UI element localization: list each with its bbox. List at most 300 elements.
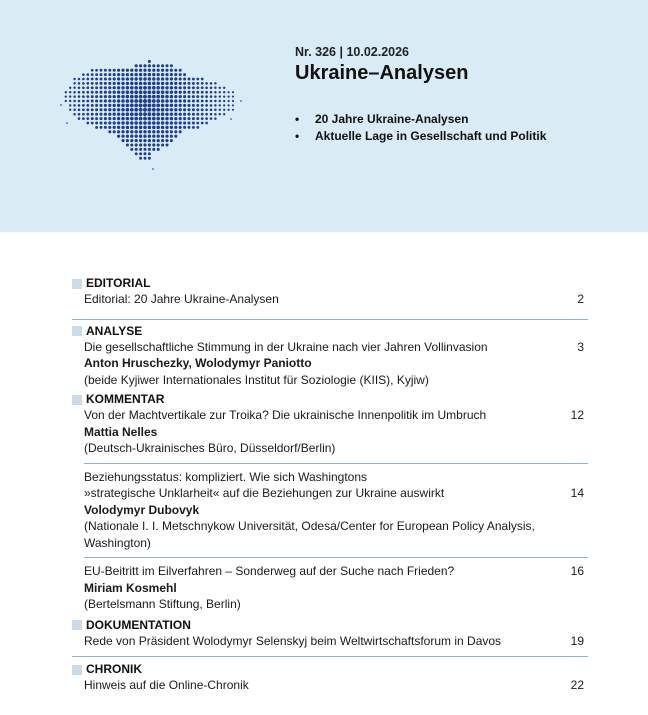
map-dot: [121, 90, 124, 93]
map-dot: [170, 69, 173, 72]
map-dot: [130, 126, 133, 129]
map-dot: [156, 82, 159, 85]
map-dot: [91, 82, 94, 85]
entry-title: EU-Beitritt im Eilverfahren – Sonderweg auf der Suche nach Frieden?: [84, 564, 455, 578]
map-dot: [143, 99, 147, 103]
map-dot: [170, 91, 173, 94]
map-dot: [232, 96, 234, 98]
map-dot: [161, 64, 164, 67]
map-dot: [95, 95, 98, 98]
map-dot: [205, 100, 208, 103]
map-dot: [104, 99, 107, 102]
map-dot: [139, 77, 142, 80]
map-dot: [117, 73, 120, 76]
map-dot: [134, 103, 138, 107]
map-dot: [223, 87, 225, 89]
map-dot: [139, 112, 143, 116]
map-dot: [130, 77, 133, 80]
map-dot: [148, 148, 151, 151]
map-dot: [121, 77, 124, 80]
map-dot: [91, 86, 94, 89]
map-dot: [161, 112, 165, 116]
map-dot: [126, 95, 130, 99]
entry-affiliation: (Bertelsmann Stiftung, Berlin): [84, 597, 241, 611]
section-editorial: [72, 276, 588, 308]
map-dot: [82, 100, 85, 103]
map-dot: [152, 108, 156, 112]
map-dot: [148, 77, 151, 80]
map-dot: [214, 113, 217, 116]
map-dot: [99, 91, 102, 94]
map-dot: [174, 77, 177, 80]
map-dot: [121, 69, 124, 72]
map-dot: [126, 108, 130, 112]
entry-author: Miriam Kosmehl: [84, 580, 177, 595]
map-dot: [126, 112, 130, 116]
map-dot: [73, 104, 76, 107]
map-dot: [108, 95, 111, 98]
map-dot: [219, 87, 221, 89]
map-dot: [210, 109, 213, 112]
map-dot: [139, 139, 142, 142]
map-dot: [157, 64, 160, 67]
map-dot: [130, 121, 134, 125]
map-dot: [134, 90, 138, 94]
map-dot: [139, 121, 143, 125]
map-dot: [73, 113, 76, 116]
map-dot: [108, 73, 111, 76]
map-dot: [117, 77, 120, 80]
map-dot: [210, 91, 213, 94]
map-dot: [152, 139, 155, 142]
map-dot: [152, 121, 156, 125]
map-dot: [134, 117, 138, 121]
map-dot: [165, 130, 168, 133]
map-dot: [82, 82, 85, 85]
map-dot: [130, 99, 134, 103]
map-dot: [78, 117, 81, 120]
map-dot: [135, 69, 138, 72]
map-dot: [113, 99, 116, 102]
map-dot: [147, 108, 151, 112]
map-dot: [121, 82, 124, 85]
map-dot: [148, 60, 151, 63]
map-dot: [139, 73, 142, 76]
map-dot: [108, 99, 111, 102]
map-dot: [196, 78, 199, 81]
map-dot: [104, 73, 107, 76]
map-dot: [91, 108, 94, 111]
map-dot: [139, 108, 143, 112]
section-marker: [72, 326, 82, 336]
section-analyse: [72, 324, 588, 389]
map-dot: [205, 82, 208, 85]
map-dot: [117, 86, 120, 89]
map-dot: [214, 95, 217, 98]
map-dot: [86, 78, 89, 81]
entry-title: Die gesellschaftliche Stimmung in der Ukraine nach vier Jahren Vollinvasion: [84, 339, 488, 354]
map-dot: [161, 143, 164, 146]
map-dot: [82, 104, 85, 107]
map-dot: [174, 73, 177, 76]
map-dot: [170, 121, 173, 124]
map-dot: [170, 139, 173, 142]
toc-entry[interactable]: [72, 677, 588, 694]
map-dot: [205, 95, 208, 98]
map-dot: [219, 109, 221, 111]
map-dot: [100, 73, 103, 76]
map-dot: [113, 95, 116, 98]
map-dot: [91, 69, 94, 72]
map-dot: [78, 100, 81, 103]
map-dot: [117, 99, 120, 102]
map-dot: [170, 117, 173, 120]
map-dot: [192, 100, 195, 103]
map-dot: [152, 82, 156, 86]
map-dot: [135, 152, 138, 155]
map-dot: [108, 86, 111, 89]
map-dot: [139, 143, 142, 146]
map-dot: [91, 91, 94, 94]
map-dot: [100, 82, 103, 85]
map-dot: [201, 122, 204, 125]
map-dot: [152, 135, 155, 138]
map-dot: [161, 104, 165, 108]
map-dot: [82, 91, 85, 94]
map-dot: [188, 126, 191, 129]
map-dot: [130, 82, 133, 85]
publication-title: Ukraine–Analysen: [295, 62, 469, 84]
map-dot: [147, 103, 151, 107]
map-dot: [135, 73, 138, 76]
map-dot: [95, 91, 98, 94]
map-dot: [152, 168, 154, 170]
map-dot: [91, 100, 94, 103]
map-dot: [210, 95, 213, 98]
map-dot: [108, 126, 111, 129]
map-dot: [152, 143, 155, 146]
map-dot: [104, 121, 107, 124]
map-dot: [196, 122, 199, 125]
map-dot: [165, 99, 169, 103]
map-dot: [113, 130, 116, 133]
map-dot: [148, 69, 151, 72]
map-dot: [152, 112, 156, 116]
toc-entry[interactable]: [72, 339, 588, 389]
map-dot: [86, 117, 89, 120]
map-dot: [148, 64, 151, 67]
map-dot: [174, 95, 177, 98]
map-dot: [232, 91, 234, 93]
map-dot: [148, 86, 152, 90]
toc-entry[interactable]: [72, 407, 588, 457]
entry-affiliation: (beide Kyjiwer Internationales Institut für Soziologie (KIIS), Kyjiw): [84, 372, 429, 387]
map-dot: [86, 100, 89, 103]
map-dot: [156, 104, 160, 108]
map-dot: [174, 135, 177, 138]
map-dot: [113, 82, 116, 85]
entry-affiliation-continued: Washington): [84, 535, 151, 550]
map-dot: [179, 113, 182, 116]
map-dot: [156, 112, 160, 116]
map-dot: [165, 64, 168, 67]
map-dot: [143, 77, 146, 80]
map-dot: [214, 109, 217, 112]
map-dot: [183, 73, 186, 76]
map-dot: [99, 108, 102, 111]
map-dot: [201, 91, 204, 94]
map-dot: [170, 99, 173, 102]
entry-title: Rede von Präsident Wolodymyr Selenskyj beim Weltwirtschaftsforum in Davos: [84, 633, 502, 648]
toc-entry[interactable]: [72, 633, 588, 650]
map-dot: [86, 86, 89, 89]
map-dot: [126, 117, 130, 121]
page-number: 22: [570, 678, 584, 692]
map-dot: [134, 126, 138, 129]
map-dot: [117, 82, 120, 85]
map-dot: [192, 95, 195, 98]
map-dot: [161, 73, 164, 76]
map-dot: [135, 64, 138, 67]
map-dot: [121, 117, 124, 120]
map-dot: [192, 126, 195, 129]
toc-entry[interactable]: [72, 469, 588, 552]
map-dot: [104, 95, 107, 98]
map-dot: [65, 91, 67, 93]
map-dot: [104, 117, 107, 120]
map-dot: [117, 135, 120, 138]
map-dot: [214, 104, 217, 107]
map-dot: [165, 126, 168, 129]
map-dot: [152, 126, 156, 129]
map-dot: [117, 117, 120, 120]
map-dot: [205, 122, 208, 125]
map-dot: [82, 95, 85, 98]
toc-entry[interactable]: [72, 291, 588, 308]
map-dot: [196, 104, 199, 107]
map-dot: [152, 117, 156, 121]
map-dot: [78, 82, 81, 85]
map-dot: [69, 87, 71, 89]
map-dot: [143, 64, 146, 67]
map-dot: [174, 86, 177, 89]
map-dot: [82, 78, 85, 81]
map-dot: [170, 135, 173, 138]
map-dot: [174, 82, 177, 85]
map-dot: [121, 121, 124, 124]
section-heading: KOMMENTAR: [86, 392, 165, 406]
map-dot: [121, 126, 124, 129]
page-number: 16: [570, 564, 584, 578]
map-dot: [205, 117, 208, 120]
map-dot: [179, 77, 182, 80]
map-dot: [148, 82, 152, 86]
map-dot: [113, 77, 116, 80]
map-dot: [201, 78, 204, 81]
toc-entry[interactable]: [72, 563, 588, 613]
map-dot: [135, 130, 138, 133]
map-dot: [192, 104, 195, 107]
map-dot: [156, 126, 159, 129]
map-dot: [113, 91, 116, 94]
map-dot: [78, 87, 81, 90]
map-dot: [183, 108, 186, 111]
map-dot: [157, 135, 160, 138]
map-dot: [108, 117, 111, 120]
map-dot: [91, 73, 94, 76]
map-dot: [223, 100, 225, 102]
map-dot: [152, 64, 155, 67]
map-dot: [86, 73, 89, 76]
map-dot: [165, 77, 168, 80]
map-dot: [91, 78, 94, 81]
map-dot: [130, 130, 133, 133]
map-dot: [152, 130, 155, 133]
map-dot: [165, 108, 169, 112]
map-dot: [126, 126, 129, 129]
map-dot: [152, 69, 155, 72]
map-dot: [214, 87, 216, 89]
map-dot: [134, 82, 138, 86]
section-marker: [72, 620, 82, 630]
map-dot: [139, 148, 142, 151]
map-dot: [95, 100, 98, 103]
map-dot: [78, 95, 81, 98]
page-number: 3: [577, 339, 584, 354]
map-dot: [108, 104, 111, 107]
map-dot: [139, 130, 142, 133]
map-dot: [219, 113, 221, 115]
map-dot: [126, 73, 129, 76]
map-dot: [113, 69, 116, 72]
map-dot: [152, 90, 156, 94]
map-dot: [91, 113, 94, 116]
map-dot: [205, 108, 208, 111]
map-dot: [188, 122, 191, 125]
map-dot: [108, 77, 111, 80]
map-dot: [99, 117, 102, 120]
map-dot: [134, 121, 138, 125]
map-dot: [86, 91, 89, 94]
map-dot: [148, 73, 151, 76]
entry-title: Hinweis auf die Online-Chronik: [84, 678, 249, 692]
map-dot: [187, 104, 190, 107]
highlight-item: • Aktuelle Lage in Gesellschaft und Politik: [295, 128, 546, 145]
map-dot: [139, 117, 143, 121]
map-dot: [152, 77, 155, 80]
map-dot: [183, 104, 186, 107]
map-dot: [99, 99, 102, 102]
map-dot: [201, 82, 204, 85]
map-dot: [183, 126, 186, 129]
map-dot: [170, 64, 173, 67]
map-dot: [223, 109, 225, 111]
map-dot: [148, 90, 152, 94]
map-dot: [196, 126, 199, 129]
map-dot: [139, 157, 142, 160]
map-dot: [130, 139, 133, 142]
map-dot: [210, 87, 213, 90]
map-dot: [174, 117, 177, 120]
map-dot: [113, 104, 116, 107]
map-dot: [130, 104, 134, 108]
map-dot: [143, 117, 147, 121]
map-dot: [165, 121, 168, 124]
map-dot: [144, 157, 147, 160]
map-dot: [161, 69, 164, 72]
map-dot: [121, 135, 124, 138]
map-dot: [201, 95, 204, 98]
map-dot: [161, 121, 164, 124]
map-dot: [95, 82, 98, 85]
map-dot: [95, 117, 98, 120]
map-dot: [104, 113, 107, 116]
map-dot: [100, 78, 103, 81]
map-dot: [143, 112, 147, 116]
section-divider: [72, 319, 588, 320]
map-dot: [161, 90, 165, 94]
map-dot: [117, 104, 120, 107]
map-dot: [104, 86, 107, 89]
map-dot: [126, 69, 129, 72]
map-dot: [223, 91, 225, 93]
map-dot: [174, 104, 177, 107]
map-dot: [161, 95, 165, 99]
map-dot: [183, 78, 186, 81]
table-of-contents: [72, 276, 588, 694]
map-dot: [219, 91, 221, 93]
map-dot: [196, 95, 199, 98]
section-heading: ANALYSE: [86, 323, 143, 338]
map-dot: [121, 130, 124, 133]
map-dot: [183, 117, 186, 120]
highlight-item: • 20 Jahre Ukraine-Analysen: [295, 111, 546, 128]
section-marker: [72, 279, 82, 289]
map-dot: [73, 91, 76, 94]
map-dot: [86, 95, 89, 98]
map-dot: [188, 86, 191, 89]
map-dot: [134, 108, 138, 112]
map-dot: [156, 108, 160, 112]
map-dot: [117, 108, 120, 111]
map-dot: [82, 113, 85, 116]
map-dot: [148, 117, 152, 121]
map-dot: [165, 95, 169, 99]
map-dot: [100, 86, 103, 89]
map-dot: [192, 78, 195, 81]
map-dot: [95, 86, 98, 89]
section-chronik: [72, 662, 588, 694]
map-dot: [65, 100, 67, 102]
map-dot: [143, 130, 146, 133]
map-dot: [139, 86, 143, 90]
map-dot: [157, 73, 160, 76]
map-dot: [192, 122, 195, 125]
entry-title: Editorial: 20 Jahre Ukraine-Analysen: [84, 292, 279, 306]
map-dot: [66, 122, 68, 124]
entry-affiliation: (Deutsch-Ukrainisches Büro, Düsseldorf/Berlin): [84, 441, 336, 455]
map-dot: [104, 91, 107, 94]
map-dot: [108, 82, 111, 85]
map-dot: [147, 99, 151, 103]
map-dot: [113, 108, 116, 111]
issue-number: Nr. 326 | 10.02.2026: [295, 45, 410, 59]
map-dot: [65, 95, 67, 97]
map-dot: [201, 113, 204, 116]
map-dot: [73, 100, 76, 103]
map-dot: [148, 112, 152, 116]
map-dot: [152, 103, 156, 107]
